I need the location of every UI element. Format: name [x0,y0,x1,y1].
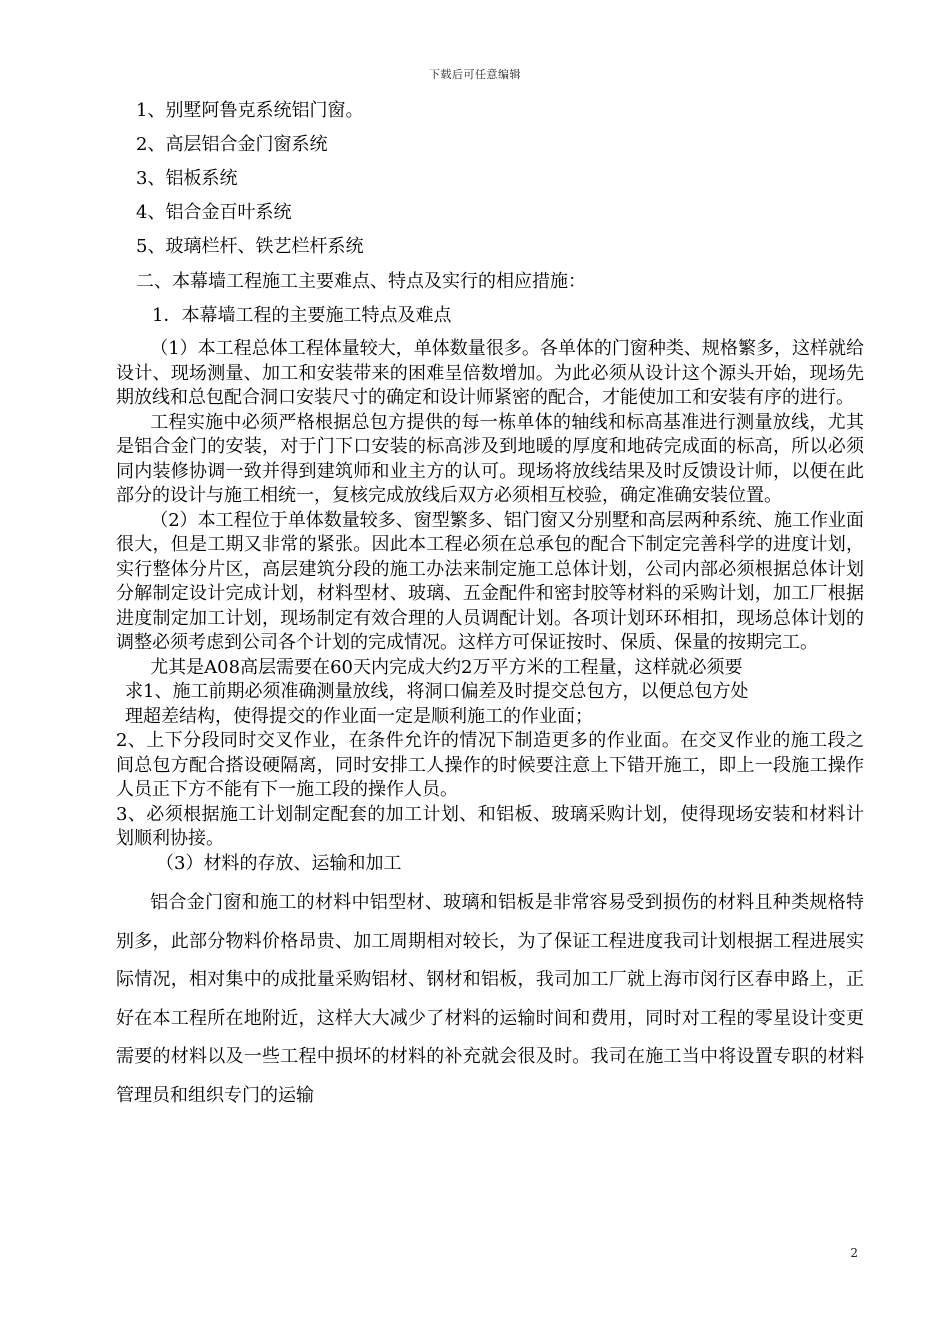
paragraph-4-item-2: 2、上下分段同时交叉作业，在条件允许的情况下制造更多的作业面。在交叉作业的施工段之间总包方配合搭设硬隔离，同时安排工人操作的时候要注意上下错开施工，即上一段施工操作人员正下方不能有下一施工段的操作人员。 [116,730,864,800]
page-number: 2 [850,1246,858,1260]
page-header-note: 下载后可任意编辑 [429,68,521,81]
paragraph-4-item-1a: 求1、施工前期必须准确测量放线，将洞口偏差及时提交总包方，以便总包方处 [125,681,749,702]
document-body [116,94,864,1115]
subsection-heading: 1．本幕墙工程的主要施工特点及难点 [152,305,452,326]
list-item: 2、高层铝合金门窗系统 [136,134,328,155]
paragraph-6: 铝合金门窗和施工的材料中铝型材、玻璃和铝板是非常容易受到损伤的材料且种类规格特别多，此部分物料价格昂贵、加工周期相对较长，为了保证工程进度我司计划根据工程进展实际情况，相对集中的成批量采购铝材、钢材和铝板，我司加工厂就上海市闵行区春申路上，正好在本工程所在地附近，这样大大减少了材料的运输时间和费用，同时对工程的零星设计变更需要的材料以及一些工程中损坏的材料的补充就会很及时。我司在施工当中将设置专职的材料管理员和组织专门的运输 [116,892,864,1106]
paragraph-4-lead: 尤其是A08高层需要在60天内完成大约2万平方米的工程量，这样就必须要 [150,656,743,678]
paragraph-4-item-1b: 理超差结构，使得提交的作业面一定是顺利施工的作业面； [125,705,593,727]
list-item: 3、铝板系统 [136,168,238,189]
list-item: 1、别墅阿鲁克系统铝门窗。 [136,100,364,121]
paragraph-3: （2）本工程位于单体数量较多、窗型繁多、铝门窗又分别墅和高层两种系统、施工作业面很大，但是工期又非常的紧张。因此本工程必须在总承包的配合下制定完善科学的进度计划，实行整体分片区，高层建筑分段的施工办法来制定施工总体计划，公司内部必须根据总体计划分解制定设计完成计划，材料型材、玻璃、五金配件和密封胶等材料的采购计划，加工厂根据进度制定加工计划，现场制定有效合理的人员调配计划。各项计划环环相扣，现场总体计划的调整必须考虑到公司各个计划的完成情况。这样方可保证按时、保质、保量的按期完工。 [116,509,864,653]
paragraph-2: 工程实施中必须严格根据总包方提供的每一栋单体的轴线和标高基准进行测量放线，尤其是铝合金门的安装，对于门下口安装的标高涉及到地暖的厚度和地砖完成面的标高，所以必须同内装修协调一致并得到建筑师和业主方的认可。现场将放线结果及时反馈设计师，以便在此部分的设计与施工相统一，复核完成放线后双方必须相互校验，确定准确安装位置。 [116,411,864,506]
paragraph-4-item-3: 3、必须根据施工计划制定配套的加工计划、和铝板、玻璃采购计划，使得现场安装和材料计划顺利协接。 [116,803,864,849]
list-item: 5、玻璃栏杆、铁艺栏杆系统 [136,236,364,257]
paragraph-5-heading: （3）材料的存放、运输和加工 [156,852,402,874]
list-item: 4、铝合金百叶系统 [136,202,292,223]
paragraph-1: （1）本工程总体工程体量较大，单体数量很多。各单体的门窗种类、规格繁多，这样就给设计、现场测量、加工和安装带来的困难呈倍数增加。为此必须从设计这个源头开始，现场先期放线和总包配合洞口安装尺寸的确定和设计师紧密的配合，才能使加工和安装有序的进行。 [116,338,864,408]
section-heading: 二、本幕墙工程施工主要难点、特点及实行的相应措施： [136,271,586,292]
